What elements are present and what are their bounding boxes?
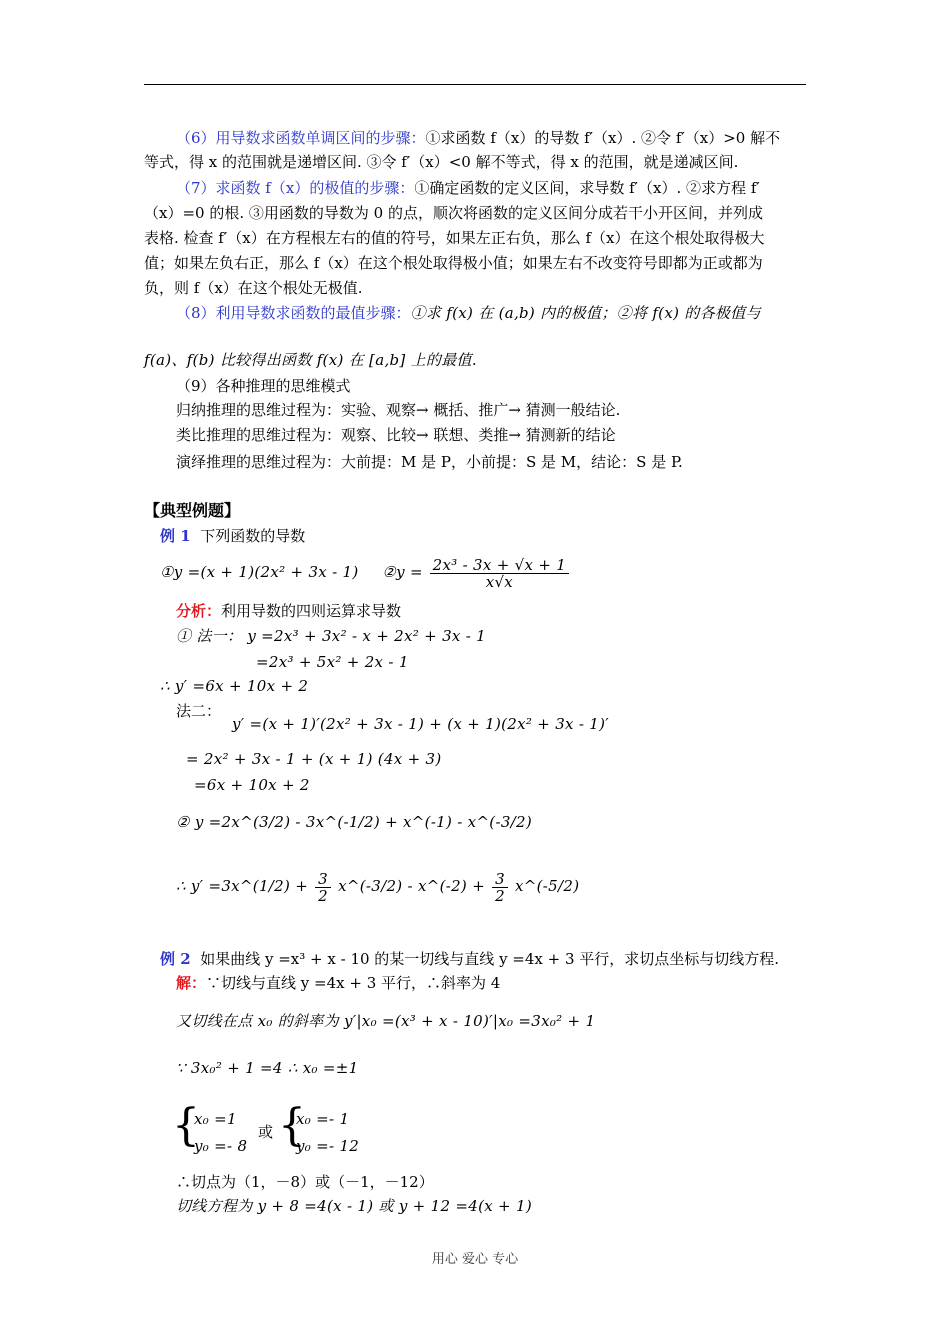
method2-line-2: = 2x² + 3x - 1 + (x + 1) (4x + 3) [186, 750, 442, 768]
step6-line-1 [176, 128, 780, 148]
step8-heading: （8）利用导数求函数的最值步骤： [176, 304, 411, 322]
tangent-equations: 切线方程为 y + 8 =4(x - 1) 或 y + 12 =4(x + 1) [176, 1197, 532, 1215]
system2-y: y₀ =- 12 [296, 1137, 360, 1155]
step6-heading: （6）用导数求函数单调区间的步骤： [176, 129, 426, 147]
frac-num-1: 3 [315, 871, 331, 888]
system1-y: y₀ =- 8 [194, 1137, 248, 1155]
deduction-line: 演绎推理的思维过程为：大前提：M 是 P，小前提：S 是 M，结论：S 是 P. [176, 453, 683, 471]
example1-line [160, 526, 305, 546]
fraction-three-halves-2 [492, 871, 508, 904]
slope-line: 又切线在点 x₀ 的斜率为 y′|x₀ =(x³ + x - 10)′|x₀ =3x₀² + 1 [176, 1012, 596, 1030]
step6-text-a: ①求函数 f（x）的导数 f′（x）. ②令 f′（x）>0 解不 [425, 129, 781, 147]
step7-line-1 [176, 178, 760, 198]
solve-x0-line: ∵ 3x₀² + 1 =4 ∴ x₀ =±1 [176, 1059, 359, 1077]
example1-text: 下列函数的导数 [200, 527, 306, 545]
question-2-numerator: 2x³ - 3x + √x + 1 [430, 557, 570, 574]
example1-label: 例 1 [160, 527, 191, 545]
step7-heading: （7）求函数 f（x）的极值的步骤： [176, 179, 415, 197]
example1-questions [160, 554, 571, 590]
question2-derivative [176, 866, 579, 906]
step8-line-1 [176, 303, 761, 323]
step7-line-2: （x）=0 的根. ③用函数的导数为 0 的点，顺次将函数的定义区间分成若干小开区间，并列成 [144, 204, 763, 222]
or-word: 或 [258, 1123, 274, 1141]
question-1: ①y =(x + 1)(2x² + 3x - 1) [160, 563, 359, 581]
question-2-prefix: ②y = [382, 563, 423, 581]
q2-derivative-middle: x^(-3/2) - x^(-2) + [338, 877, 486, 895]
frac-den-1: 2 [318, 886, 329, 905]
q2-derivative-end: x^(-5/2) [515, 877, 580, 895]
solution-label: 解： [176, 974, 207, 992]
analysis-label: 分析： [176, 602, 222, 620]
system2-x: x₀ =- 1 [296, 1110, 350, 1128]
analysis-line [176, 601, 401, 621]
example2-text: 如果曲线 y =x³ + x - 10 的某一切线与直线 y =4x + 3 平行，求切点坐标与切线方程. [200, 950, 780, 968]
system1-x: x₀ =1 [194, 1110, 237, 1128]
analogy-line: 类比推理的思维过程为：观察、比较→ 联想、类推→ 猜测新的结论 [176, 426, 616, 444]
system-brace-2: { [278, 1100, 306, 1151]
frac-den-2: 2 [495, 886, 505, 905]
question-2-denominator: x√x [485, 572, 514, 591]
step7-line-3: 表格. 检查 f′（x）在方程根左右的值的符号，如果左正右负，那么 f（x）在这个根处取得极大 [144, 229, 765, 247]
q2-derivative-start: ∴ y′ =3x^(1/2) + [176, 877, 309, 895]
method1-line-1: ① 法一： y =2x³ + 3x² - x + 2x² + 3x - 1 [176, 627, 487, 645]
step7-text-a: ①确定函数的定义区间，求导数 f′（x）. ②求方程 f′ [414, 179, 760, 197]
method2-line-3: =6x + 10x + 2 [194, 776, 310, 794]
method2-line-1: y′ =(x + 1)′(2x² + 3x - 1) + (x + 1)(2x² + 3x - 1)′ [232, 715, 610, 733]
step7-line-4: 值；如果左负右正，那么 f（x）在这个根处取得极小值；如果左右不改变符号即都为正或都为 [144, 254, 763, 272]
method2-label: 法二： [176, 702, 222, 720]
example2-line [160, 949, 779, 969]
question2-expanded: ② y =2x^(3/2) - 3x^(-1/2) + x^(-1) - x^(-3/2) [176, 813, 533, 831]
section-title: 【典型例题】 [144, 501, 241, 520]
step7-line-5: 负，则 f（x）在这个根处无极值. [144, 279, 363, 297]
page-footer: 用心 爱心 专心 [431, 1252, 519, 1267]
fraction-three-halves-1 [315, 871, 331, 904]
analysis-text: 利用导数的四则运算求导数 [221, 602, 402, 620]
step9-heading: （9）各种推理的思维模式 [176, 377, 351, 395]
induction-line: 归纳推理的思维过程为：实验、观察→ 概括、推广→ 猜测一般结论. [176, 401, 621, 419]
method1-line-2: =2x³ + 5x² + 2x - 1 [256, 653, 409, 671]
step8-text-a: ①求 f(x) 在 (a,b) 内的极值；②将 f(x) 的各极值与 [410, 304, 761, 322]
tangent-points: ∴切点为（1，－8）或（－1，－12） [176, 1173, 434, 1191]
question-2-fraction [430, 557, 570, 590]
example2-label: 例 2 [160, 950, 191, 968]
header-rule [144, 84, 806, 85]
solution-text: ∵切线与直线 y =4x + 3 平行，∴斜率为 4 [206, 974, 501, 992]
step8-line-2: f(a)、f(b) 比较得出函数 f(x) 在 [a,b] 上的最值. [144, 351, 477, 369]
method1-result: ∴ y′ =6x + 10x + 2 [160, 677, 309, 695]
frac-num-2: 3 [492, 871, 508, 888]
system-brace-1: { [172, 1100, 200, 1151]
solution-line [176, 973, 500, 993]
step6-line-2: 等式，得 x 的范围就是递增区间. ③令 f′（x）<0 解不等式，得 x 的范围，就是递减区间. [144, 153, 739, 171]
